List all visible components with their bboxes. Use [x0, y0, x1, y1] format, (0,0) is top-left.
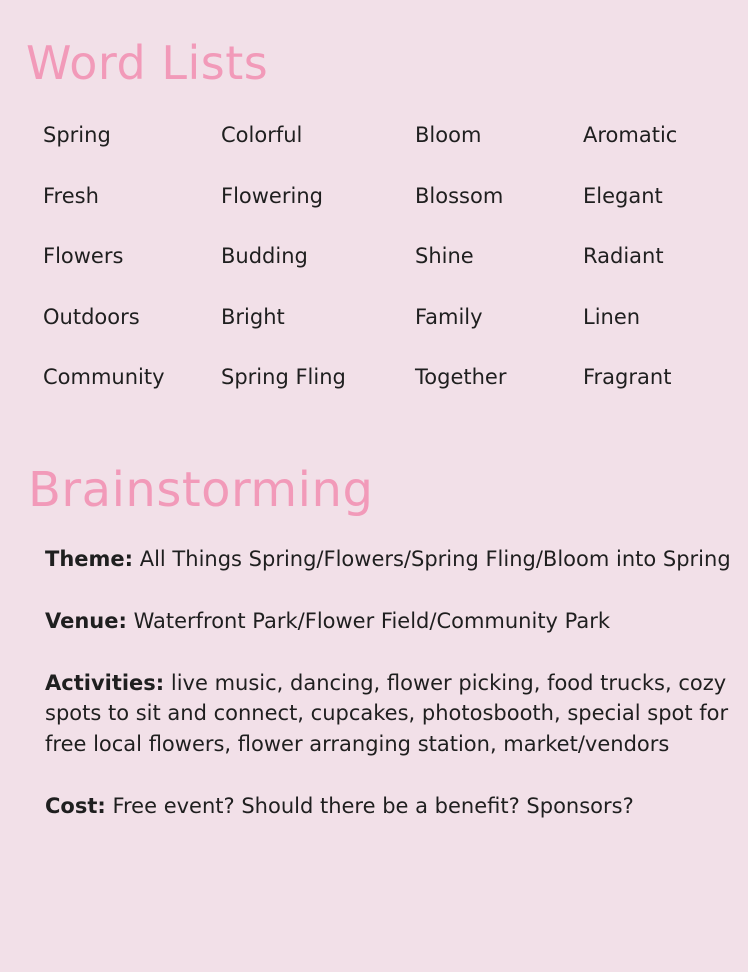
word-item: Shine: [415, 244, 474, 268]
cost-paragraph: [45, 791, 735, 822]
word-item: Flowering: [221, 183, 323, 208]
brainstorming-notes: [45, 544, 735, 853]
word-item: Blossom: [415, 183, 504, 208]
word-item: Flowers: [43, 244, 124, 268]
word-row: [0, 299, 748, 360]
word-item: Radiant: [583, 244, 664, 268]
venue-text: Waterfront Park/Flower Field/Community Park: [126, 608, 611, 633]
cost-label: Cost:: [45, 793, 106, 818]
theme-text: All Things Spring/Flowers/Spring Fling/Bloom into Spring: [133, 547, 731, 571]
word-item: Linen: [583, 304, 641, 329]
cost-text: Free event? Should there be a benefit? Sponsors?: [105, 793, 634, 818]
word-item: Colorful: [221, 123, 303, 147]
word-item: Fresh: [43, 183, 99, 208]
word-item: Aromatic: [583, 123, 678, 147]
word-item: Budding: [221, 244, 308, 268]
word-item: Bright: [221, 304, 285, 329]
word-row: [0, 359, 748, 420]
word-item: Bloom: [415, 123, 482, 147]
word-row: [0, 238, 748, 299]
theme-paragraph: [45, 544, 735, 575]
activities-paragraph: [45, 668, 735, 760]
word-item: Spring Fling: [221, 365, 346, 389]
venue-paragraph: [45, 606, 735, 637]
theme-label: Theme:: [45, 547, 134, 571]
venue-label: Venue:: [45, 608, 127, 633]
word-item: Outdoors: [43, 304, 140, 329]
activities-label: Activities:: [45, 670, 165, 695]
word-row: [0, 117, 748, 178]
word-list-grid: [0, 117, 748, 420]
word-item: Spring: [43, 123, 111, 147]
brainstorming-heading: Brainstorming: [28, 462, 374, 518]
word-item: Community: [43, 365, 165, 389]
word-item: Fragrant: [583, 365, 672, 389]
word-item: Together: [415, 365, 507, 389]
word-item: Elegant: [583, 183, 663, 208]
word-row: [0, 178, 748, 239]
word-lists-heading: Word Lists: [26, 36, 269, 90]
word-item: Family: [415, 304, 483, 329]
activities-text: live music, dancing, flower picking, food trucks, cozy spots to sit and connect, cupcakes, photosbooth, special spot for free local flowers, flower arranging station, market/vendors: [45, 670, 729, 757]
